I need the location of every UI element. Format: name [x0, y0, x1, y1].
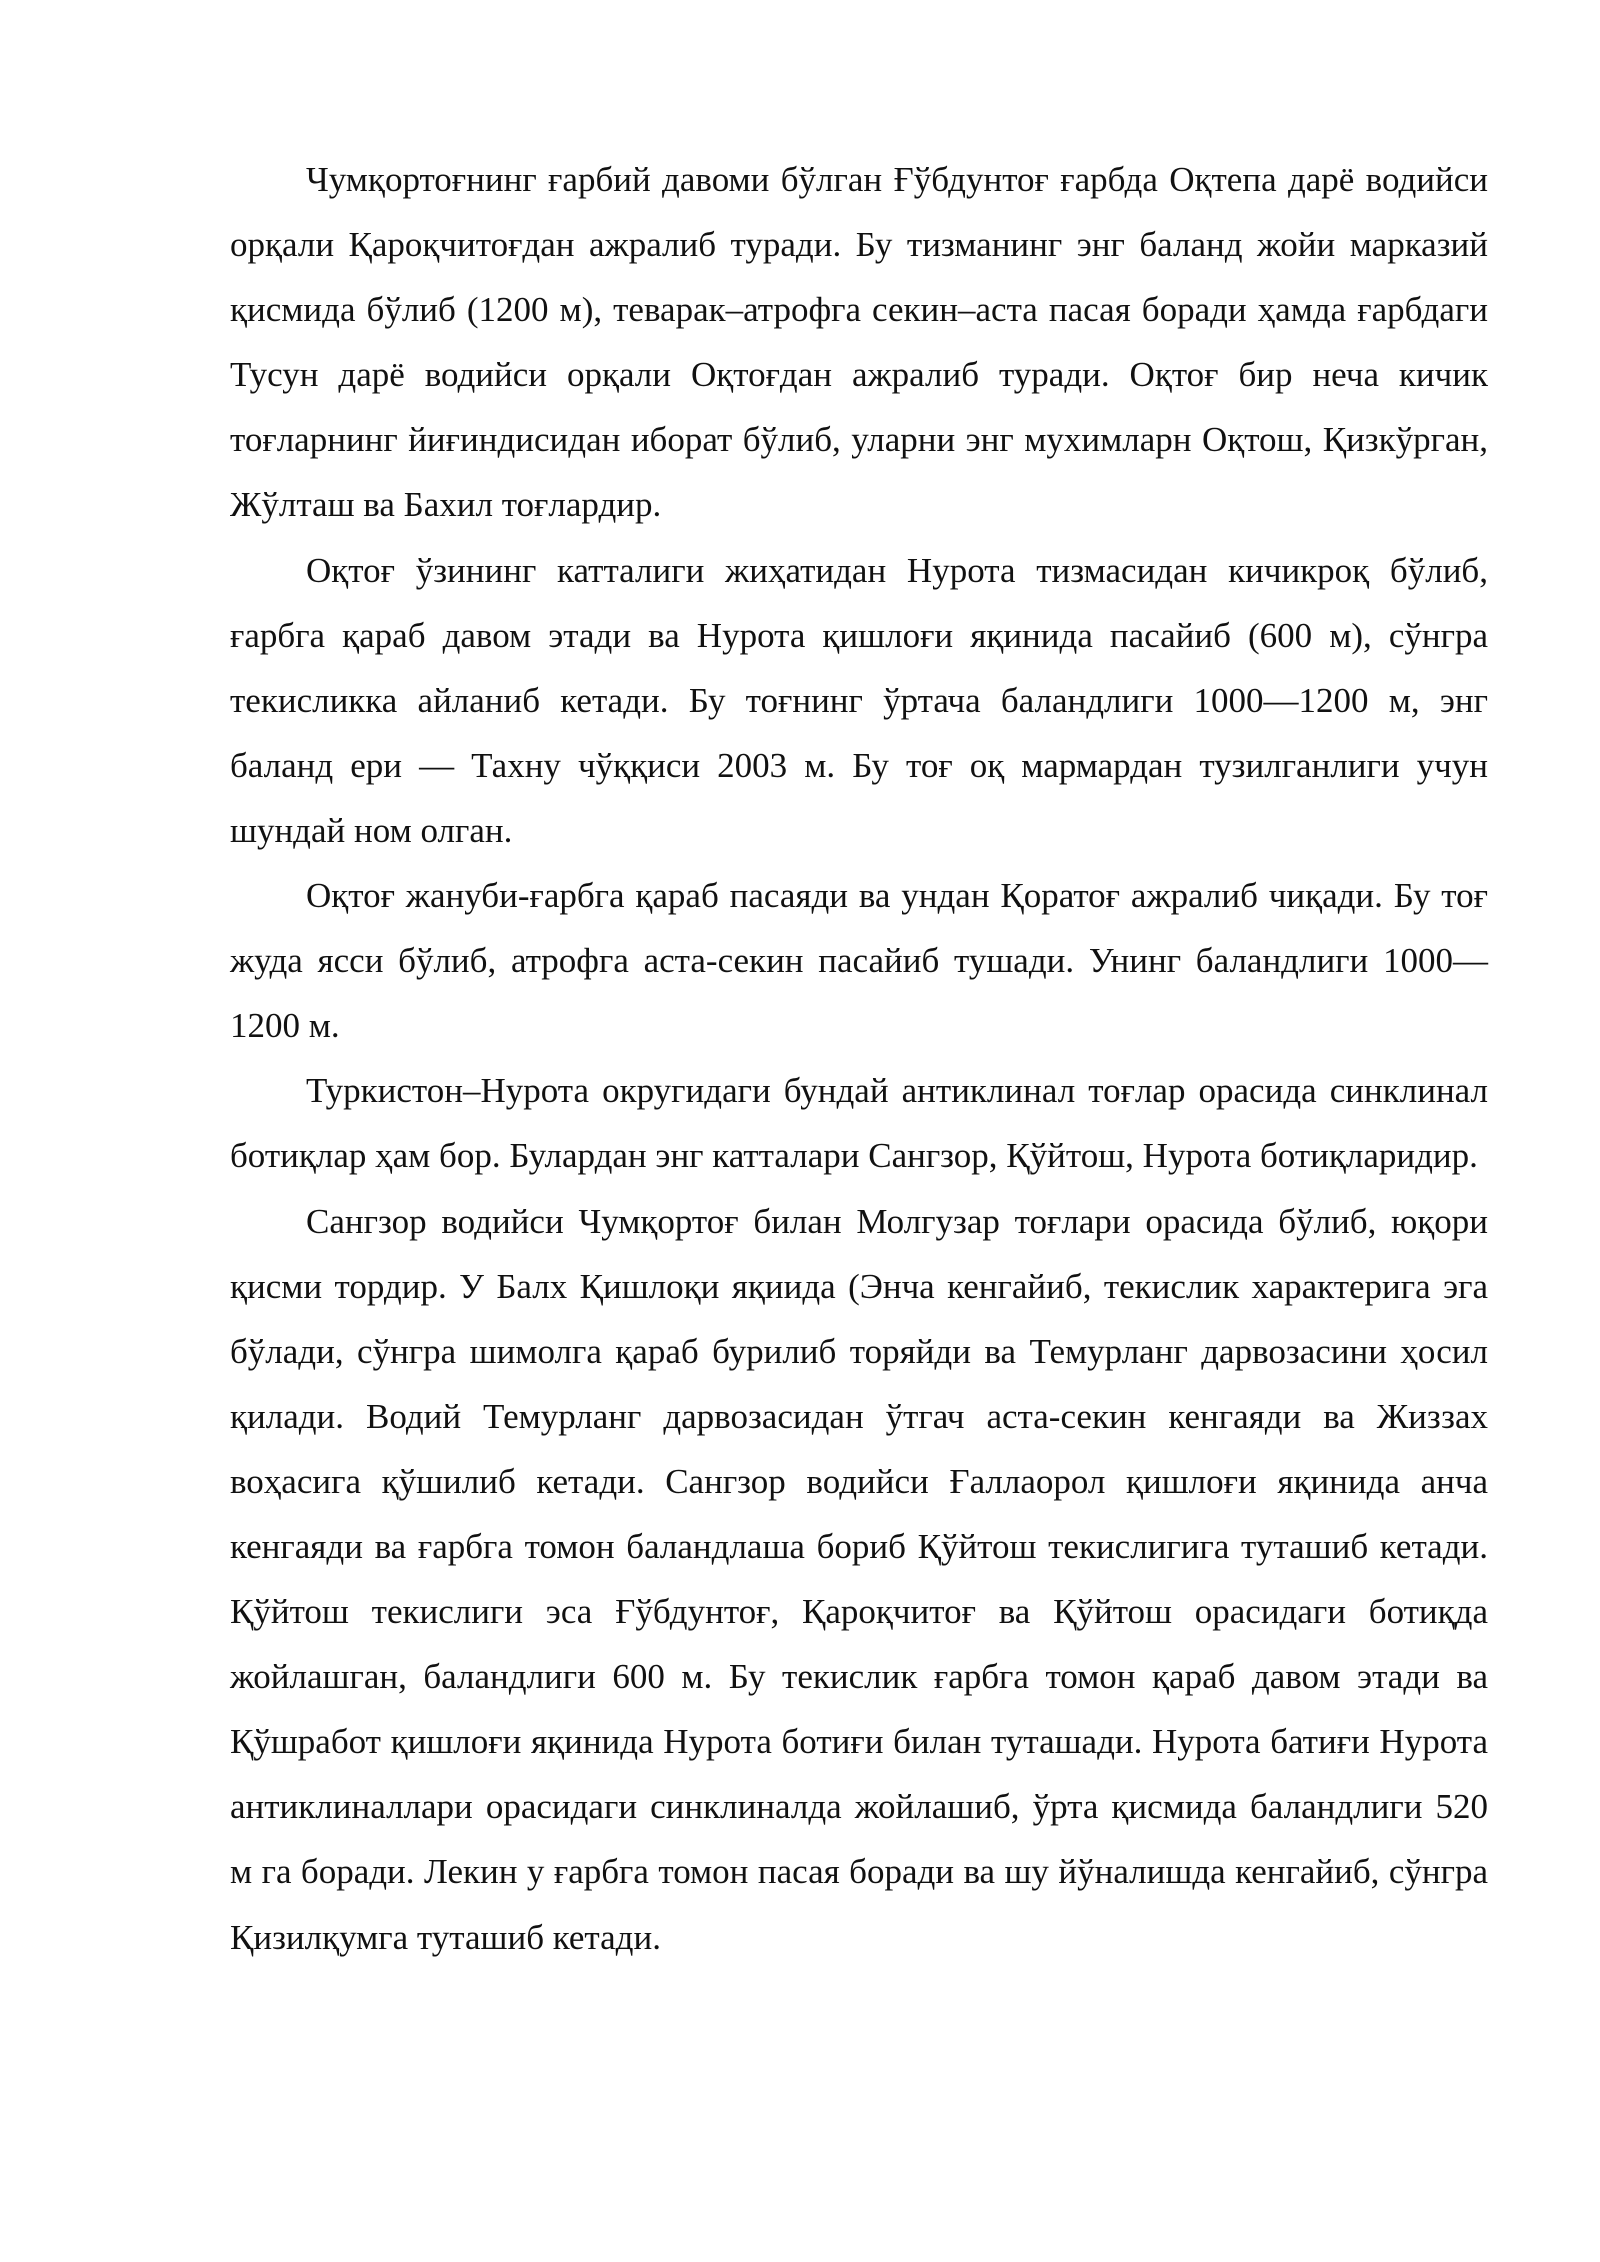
document-body [230, 147, 1488, 1970]
paragraph-2: Оқтоғ ўзининг катталиги жиҳатидан Нурота тизмасидан кичикроқ бўлиб, ғарбга қараб давом этади ва Нурота қишлоғи яқинида пасайиб (600 м), сўнгра текисликка айланиб кетади. Бу тоғнинг ўртача баландлиги 1000—1200 м, энг баланд ери — Тахну чўққиси 2003 м. Бу тоғ оқ мармардан тузилганлиги учун шундай ном олган. [230, 550, 1488, 850]
paragraph-5: Сангзор водийси Чумқортоғ билан Молгузар тоғлари орасида бўлиб, юқори қисми тордир. У Балх Қишлоқи яқиида (Энча кенгайиб, текислик характерига эга бўлади, сўнгра шимолга қараб бурилиб торяйди ва Темурланг дарвозасини ҳосил қилади. Водий Темурланг дарвозасидан ўтгач аста-секин кенгаяди ва Жиззах воҳасига қўшилиб кетади. Сангзор водийси Ғаллаорол қишлоғи яқинида анча кенгаяди ва ғарбга томон баландлаша бориб Қўйтош текислигига туташиб кетади. Қўйтош текислиги эса Ғўбдунтоғ, Қароқчитоғ ва Қўйтош орасидаги ботиқда жойлашган, баландлиги 600 м. Бу текислик ғарбга томон қараб давом этади ва Қўшработ қишлоғи яқинида Нурота ботиғи билан туташади. Нурота батиғи Нурота антиклиналлари орасидаги синклиналда жойлашиб, ўрта қисмида баландлиги 520 м га боради. Лекин у ғарбга томон пасая боради ва шу йўналишда кенгайиб, сўнгра Қизилқумга туташиб кетади. [230, 1201, 1488, 1957]
paragraph-3: Оқтоғ жануби-ғарбга қараб пасаяди ва ундан Қоратоғ ажралиб чиқади. Бу тоғ жуда ясси бўлиб, атрофга аста-секин пасайиб тушади. Унинг баландлиги 1000—1200 м. [230, 876, 1488, 1046]
paragraph-1: Чумқортоғнинг ғарбий давоми бўлган Ғўбдунтоғ ғарбда Оқтепа дарё водийси орқали Қароқчитоғдан ажралиб туради. Бу тизманинг энг баланд жойи марказий қисмида бўлиб (1200 м), теварак–атрофга секин–аста пасая боради ҳамда ғарбдаги Тусун дарё водийси орқали Оқтоғдан ажралиб туради. Оқтоғ бир неча кичик тоғларнинг йиғиндисидан иборат бўлиб, уларни энг мухимларн Оқтош, Қизкўрган, Жўлташ ва Бахил тоғлардир. [230, 160, 1488, 525]
paragraph-4: Туркистон–Нурота округидаги бундай антиклинал тоғлар орасида синклинал ботиқлар ҳам бор. Булардан энг катталари Сангзор, Қўйтош, Нурота ботиқларидир. [230, 1071, 1488, 1176]
